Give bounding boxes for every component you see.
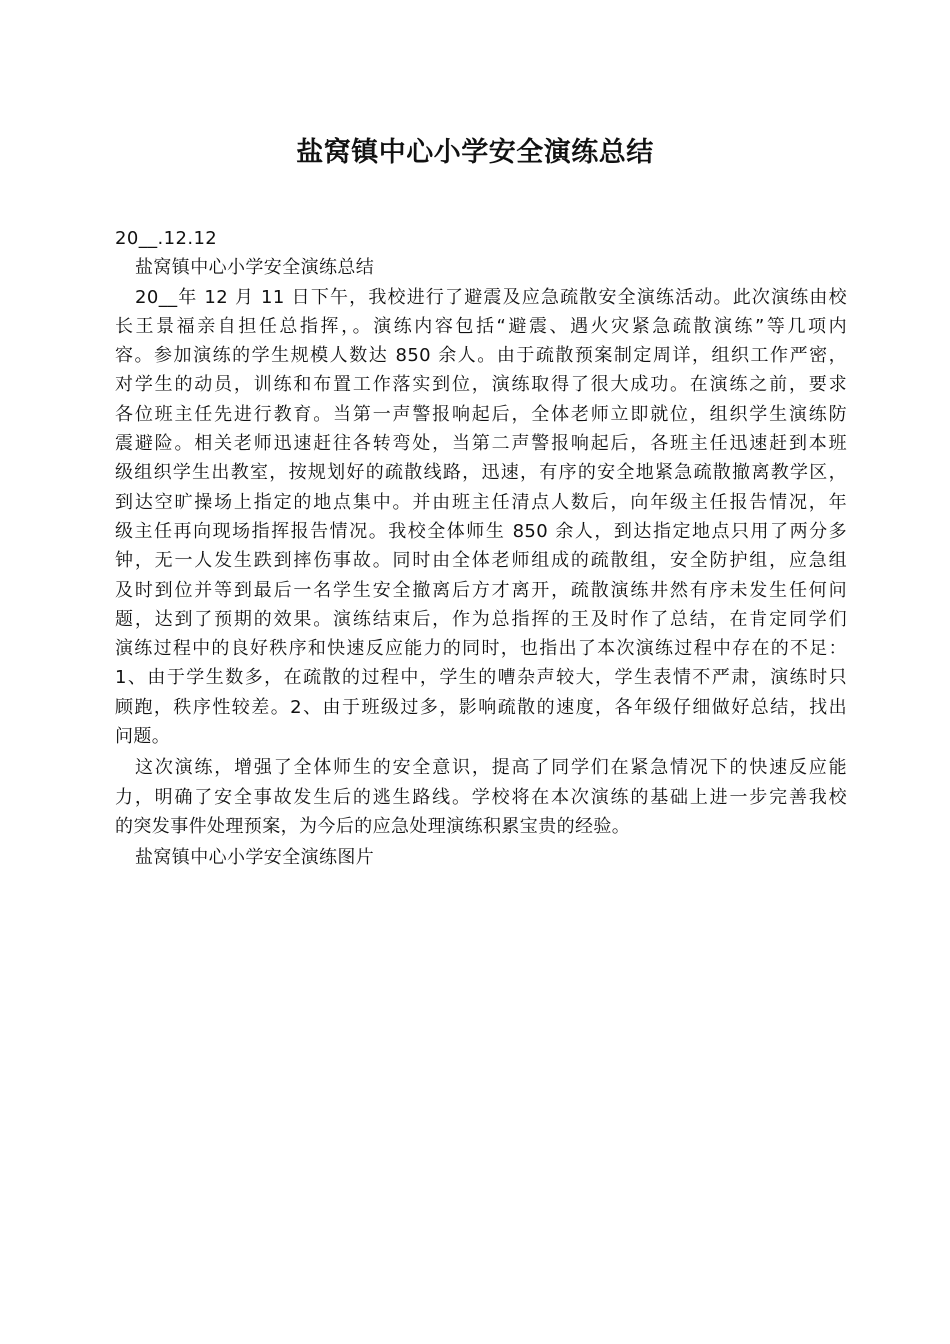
paragraph-line: 力，明确了安全事故发生后的逃生路线。学校将在本次演练的基础上进一步完善我校 <box>115 786 847 808</box>
paragraph-line: 长王景福亲自担任总指挥，。演练内容包括“避震、遇火灾紧急疏散演练”等几项内 <box>115 315 847 337</box>
document-closing: 盐窝镇中心小学安全演练图片 <box>135 847 375 869</box>
paragraph-1 <box>115 283 847 752</box>
document-body <box>115 224 847 873</box>
paragraph-line: 级组织学生出教室，按规划好的疏散线路，迅速，有序的安全地紧急疏散撤离教学区， <box>115 462 847 484</box>
paragraph-line: 20__年 12 月 11 日下午，我校进行了避震及应急疏散安全演练活动。此次演练由校 <box>135 286 847 308</box>
paragraph-line: 震避险。相关老师迅速赶往各转弯处，当第二声警报响起后，各班主任迅速赶到本班 <box>115 433 847 455</box>
paragraph-line: 到达空旷操场上指定的地点集中。并由班主任清点人数后，向年级主任报告情况，年 <box>115 491 847 513</box>
paragraph-2 <box>115 753 847 841</box>
paragraph-line: 1、由于学生数多，在疏散的过程中，学生的嘈杂声较大，学生表情不严肃，演练时只 <box>115 667 847 689</box>
paragraph-line: 容。参加演练的学生规模人数达 850 余人。由于疏散预案制定周详，组织工作严密， <box>115 345 847 367</box>
paragraph-line: 这次演练，增强了全体师生的安全意识，提高了同学们在紧急情况下的快速反应能 <box>135 757 847 779</box>
paragraph-line: 钟，无一人发生跌到摔伤事故。同时由全体老师组成的疏散组，安全防护组，应急组 <box>115 550 847 572</box>
paragraph-line: 级主任再向现场指挥报告情况。我校全体师生 850 余人，到达指定地点只用了两分多 <box>115 520 847 542</box>
paragraph-line: 对学生的动员，训练和布置工作落实到位，演练取得了很大成功。在演练之前，要求 <box>115 374 847 396</box>
paragraph-line: 问题。 <box>115 726 171 748</box>
paragraph-line: 及时到位并等到最后一名学生安全撤离后方才离开，疏散演练井然有序未发生任何问 <box>115 579 847 601</box>
document-subtitle: 盐窝镇中心小学安全演练总结 <box>135 257 375 279</box>
paragraph-line: 的突发事件处理预案，为今后的应急处理演练积累宝贵的经验。 <box>115 815 631 837</box>
paragraph-line: 各位班主任先进行教育。当第一声警报响起后，全体老师立即就位，组织学生演练防 <box>115 403 847 425</box>
paragraph-line: 顾跑，秩序性较差。2、由于班级过多，影响疏散的速度，各年级仔细做好总结，找出 <box>115 696 847 718</box>
document-title: 盐窝镇中心小学安全演练总结 <box>296 137 654 168</box>
document-date: 20__.12.12 <box>115 228 218 249</box>
paragraph-line: 演练过程中的良好秩序和快速反应能力的同时，也指出了本次演练过程中存在的不足： <box>115 638 847 660</box>
paragraph-line: 题，达到了预期的效果。演练结束后，作为总指挥的王及时作了总结，在肯定同学们 <box>115 608 847 630</box>
